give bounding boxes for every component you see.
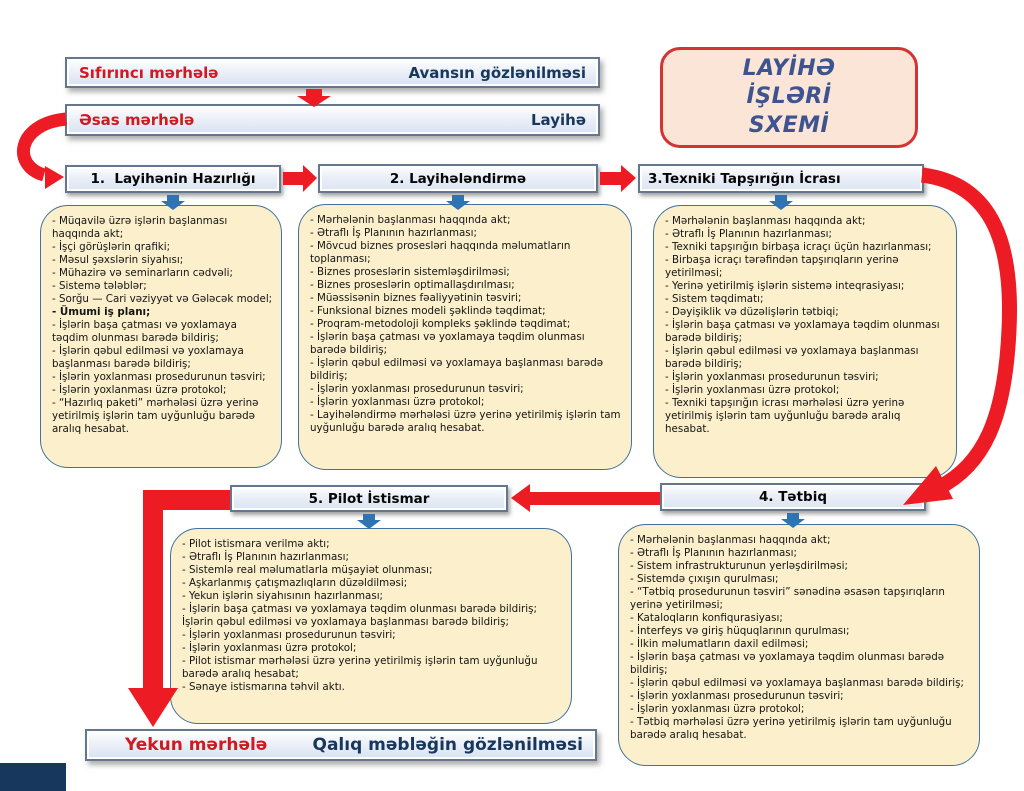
scheme-title-line: LAYİHƏ [742,56,836,82]
list-item: - İşlərin yoxlanması prosedurunun təsviri; [182,628,396,641]
stage-bar-final [85,729,597,761]
list-item: - İşlərin başa çatması və yoxlamaya təqdim olunması barədə bildiriş; [52,318,237,344]
list-item: - Ümumi iş planı; [52,305,151,318]
list-item: - İşlərin qəbul edilməsi və yoxlamaya başlanması barədə bildiriş; [310,356,604,382]
list-item: - Sorğu — Cari vəziyyət və Gələcək model; [52,292,273,305]
phase-box-2 [298,204,632,470]
list-item: - İşlərin yoxlanması üzrə protokol; [310,395,485,408]
list-item: - “Tətbiq prosedurunun təsviri” sənədinə əsasən tapşırıqların yerinə yetirilməsi; [630,585,945,611]
list-item: - Yerinə yetirilmiş işlərin sistemə inteqrasiyası; [665,279,905,292]
list-item: - Mərhələnin başlanması haqqında akt; [665,215,866,227]
list-item: - “Hazırlıq paketi” mərhələsi üzrə yerinə yetirilmiş işlərin tam uyğunluğu barədə aralıq hesabat. [52,396,259,435]
list-item: - Müqavilə üzrə işlərin başlanması haqqında akt; [52,215,228,240]
list-item: - Biznes proseslərin optimallaşdırılması; [310,278,515,291]
stage-zero-value: Avansın gözlənilməsi [408,63,586,82]
list-item: - Tətbiq mərhələsi üzrə yerinə yetirilmiş işlərin tam uyğunluğu barədə aralıq hesabat. [630,715,952,741]
list-item: - İşlərin yoxlanması üzrə protokol; [52,383,227,396]
list-item: - Yekun işlərin siyahısının hazırlanması; [182,589,384,602]
list-item: - Sistem təqdimatı; [665,292,764,305]
list-item: - Sənaye istismarına təhvil aktı. [182,680,345,693]
scheme-title-box [660,47,918,148]
arrowhead-phase1 [45,166,64,189]
list-item: - Layihələndirmə mərhələsi üzrə yerinə yetirilmiş işlərin tam uyğunluğu barədə aralıq hesabat. [310,408,621,434]
list-item: - İşlərin yoxlanması üzrə protokol; [665,383,840,396]
list-item: - Mərhələnin başlanması haqqında akt; [630,534,831,546]
list-item: - Texniki tapşırığın icrası mərhələsi üzrə yerinə yetirilmiş işlərin tam uyğunluğu barədə aralıq hesabat. [665,396,905,435]
list-item: - Sistemə tələblər; [52,279,147,292]
list-item: - İşlərin başa çatması və yoxlamaya təqdim olunması barədə bildiriş; [665,318,940,344]
phase-header-2: 2. Layihələndirmə [318,164,598,193]
list-item: - Müəssisənin biznes fəaliyyətinin təsviri; [310,291,522,304]
list-item: - Aşkarlanmış çatışmazlıqların düzəldilməsi; [182,576,408,589]
phase-header-4: 4. Tətbiq [660,483,926,511]
list-item: - Ətraflı İş Planının hazırlanması; [310,226,477,239]
stage-zero-label: Sıfırıncı mərhələ [79,63,219,82]
list-item: - İşlərin qəbul edilməsi və yoxlamaya başlanması barədə bildiriş; [665,344,919,370]
stage-main-value: Layihə [531,111,586,129]
list-item: - Pilot istismar mərhələsi üzrə yerinə yetirilmiş işlərin tam uyğunluğu barədə aralıq hesabat; [182,654,538,680]
list-item: - İşlərin başa çatması və yoxlamaya təqdim olunması barədə bildiriş; [182,602,537,615]
list-item: - Biznes proseslərin sistemləşdirilməsi; [310,265,510,278]
list-item: - Ətraflı İş Planının hazırlanması; [630,546,797,559]
stage-final-value: Qalıq məbləğin gözlənilməsi [312,735,583,755]
list-item: - Sistemdə çıxışın qurulması; [630,572,779,585]
scheme-title-line: SXEMİ [748,112,830,138]
stage-main-label: Əsas mərhələ [79,111,195,129]
arrow-phase4-to-phase5 [511,484,660,512]
stage-final-label: Yekun mərhələ [125,735,268,755]
stage-bar-zero [65,57,600,88]
arrow-phase1-to-phase2 [283,165,317,192]
list-item: - İşlərin qəbul edilməsi və yoxlamaya başlanması barədə bildiriş; [630,676,964,689]
phase-header-5: 5. Pilot İstismar [230,485,508,512]
list-item: - Ətraflı İş Planının hazırlanması; [182,550,349,563]
list-item: - İşlərin yoxlanması prosedurunun təsviri; [630,689,844,702]
list-item: - Mühazirə və seminarların cədvəli; [52,266,233,279]
list-item: - İşlərin yoxlanması üzrə protokol; [182,641,357,654]
list-item: - Ətraflı İş Planının hazırlanması; [665,227,832,240]
list-item: - Mərhələnin başlanması haqqında akt; [310,214,511,226]
arrow-blue-phase5 [357,514,381,529]
phase-box-4 [618,524,980,766]
list-item: - Kataloqların konfiqurasiyası; [630,611,783,624]
list-item: - İşlərin başa çatması və yoxlamaya təqdim olunması barədə bildiriş; [310,330,585,356]
list-item: - İşlərin yoxlanması prosedurunun təsviri; [310,382,524,395]
list-item: - Pilot istismara verilmə aktı; [182,538,330,550]
list-item: - İşlərin yoxlanması prosedurunun təsviri; [52,370,266,383]
phase-box-5 [170,528,572,724]
list-item: - Funksional biznes modeli şəklində təqdimat; [310,304,546,317]
list-item: - Texniki tapşırığın birbaşa icraçı üçün hazırlanması; [665,240,932,253]
phase-box-1 [40,205,282,468]
stage-bar-main [65,104,600,136]
list-item: - İnterfeys və giriş hüquqlarının qurulması; [630,624,850,637]
list-item: - İşlərin yoxlanması prosedurunun təsviri; [665,370,879,383]
list-item: - İşlərin başa çatması və yoxlamaya təqdim olunması barədə bildiriş; [630,650,945,676]
phase-box-3 [653,205,957,478]
arrow-phase2-to-phase3 [600,165,636,192]
list-item: - Mövcud biznes prosesləri haqqında məlumatların toplanması; [310,239,571,265]
list-item: - İşlərin yoxlanması üzrə protokol; [630,702,805,715]
list-item: İşlərin qəbul edilməsi və yoxlamaya başlanması barədə bildiriş; [182,615,509,628]
list-item: - İlkin məlumatların daxil edilməsi; [630,637,809,650]
list-item: - Sistem infrastrukturunun yerləşdirilməsi; [630,559,848,572]
list-item: - Məsul şəxslərin siyahısı; [52,253,184,266]
list-item: - İşçi görüşlərin qrafiki; [52,240,171,253]
list-item: - Proqram-metodoloji kompleks şəklində təqdimat; [310,317,571,330]
scheme-title-line: İŞLƏRİ [746,84,832,110]
arrow-curve-main-to-phase1 [23,119,66,175]
corner-block [0,763,66,791]
list-item: - Dəyişiklik və düzəlişlərin tətbiqi; [665,305,839,318]
list-item: - İşlərin qəbul edilməsi və yoxlamaya başlanması barədə bildiriş; [52,344,244,370]
list-item: - Sistemlə real məlumatlarla müşayiət olunması; [182,563,433,576]
phase-header-1: 1. Layihənin Hazırlığı [65,165,281,193]
phase-header-3: 3.Texniki Tapşırığın İcrası [638,164,924,193]
list-item: - Birbaşa icraçı tərəfindən tapşırıqların yerinə yetirilməsi; [665,253,899,279]
